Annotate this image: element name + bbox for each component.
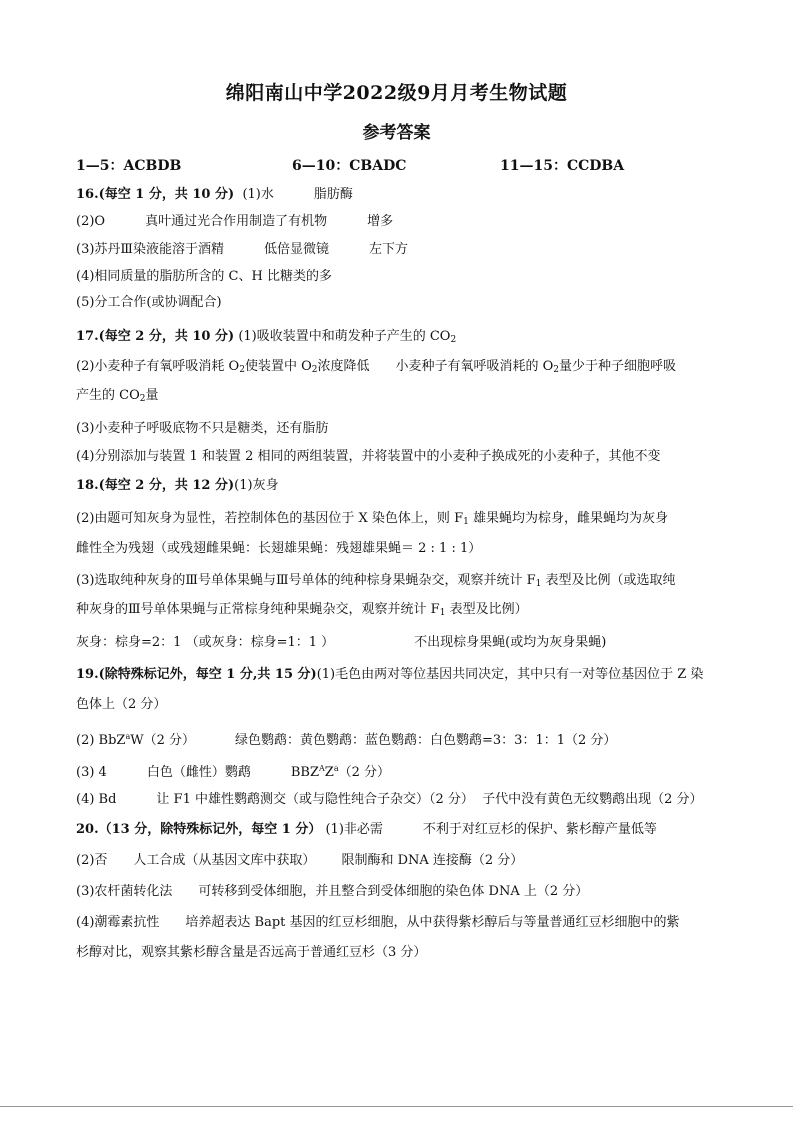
mc-answers-1: 1—5：ACBDB [76, 158, 182, 174]
mc-answers-2: 6—10：CBADC [292, 158, 407, 174]
q20-line-4: (4)潮霉素抗性 培养超表达 Bapt 基因的红豆杉细胞，从中获得紫杉醇后与等量普通红豆杉细胞中的紫 [76, 915, 680, 930]
mc-answers-3: 11—15：CCDBA [500, 158, 625, 174]
q17-line-5: (4)分别添加与装置 1 和装置 2 相同的两组装置，并将装置中的小麦种子换成死的小麦种子，其他不变 [76, 449, 661, 464]
q20-line-5: 杉醇对比，观察其紫杉醇含量是否远高于普通红豆杉（3 分） [76, 945, 427, 960]
q16-line-1: 16.(每空 1 分，共 10 分) (1)水 脂肪酶 [76, 187, 353, 202]
page-subtitle: 参考答案 [362, 123, 431, 143]
q19-line-4: (3) 4 白色（雌性）鹦鹉 $BBZ^AZ^a(2$ 分） [76, 764, 390, 780]
q18-line-4: (3)选取纯种灰身的Ⅲ号单体果蝇与Ⅲ号单体的纯种棕身果蝇杂交，观察并统计 $F_1$ 表型及比例（或选取纯 [76, 573, 676, 589]
q20-line-2: (2)否 人工合成（从基因文库中获取） 限制酶和 DNA 连接酶（2 分） [76, 853, 524, 868]
q17-line-4: (3)小麦种子呼吸底物不只是糖类，还有脂肪 [76, 421, 329, 436]
q17-line-3: 产生的 $CO_2$量 [76, 388, 159, 404]
q16-line-2: (2)O 真叶通过光合作用制造了有机物 增多 [76, 214, 394, 229]
footer-divider [0, 1106, 793, 1107]
q19-line-5: (4) Bd 让 F1 中雄性鹦鹉测交（或与隐性纯合子杂交）（2 分） 子代中没有黄色无纹鹦鹉出现（2 分） [76, 792, 703, 807]
q16-line-4: (4)相同质量的脂肪所含的 C、H 比糖类的多 [76, 269, 332, 284]
q18-line-2: (2)由题可知灰身为显性，若控制体色的基因位于 X 染色体上，则 $F_1$ 雄果蝇均为棕身，雌果蝇均为灰身 [76, 511, 668, 527]
q16-line-3: (3)苏丹Ⅲ染液能溶于酒精 低倍显微镜 左下方 [76, 242, 408, 257]
q17-line-1: 17.(每空 2 分，共 10 分) (1)吸收装置中和萌发种子产生的 $CO_2$ [76, 329, 457, 345]
q18-line-1: 18.(每空 2 分，共 12 分)(1)灰身 [76, 478, 279, 493]
q19-line-1: 19.(除特殊标记外，每空 1 分,共 15 分)(1)毛色由两对等位基因共同决定，其中只有一对等位基因位于 Z 染 [76, 667, 704, 682]
q18-line-3: 雌性全为残翅（或残翅雌果蝇：长翅雄果蝇：残翅雄果蝇＝ 2 : 1 : 1） [76, 541, 482, 556]
q20-line-1: 20.（13 分，除特殊标记外，每空 1 分） (1)非必需 不利于对红豆杉的保护、紫杉醇产量低等 [76, 822, 657, 837]
q16-line-5: (5)分工合作(或协调配合) [76, 295, 222, 310]
q17-line-2: (2)小麦种子有氧呼吸消耗 $O_2$使装置中 $O_2$浓度降低 小麦种子有氧呼吸消耗的 $O_2$量少于种子细胞呼吸 [76, 359, 677, 375]
q18-line-6: 灰身：棕身=2：1 （或灰身：棕身=1：1 ） 不出现棕身果蝇(或均为灰身果蝇) [76, 635, 607, 650]
page-title: 绵阳南山中学2022级9月月考生物试题 [225, 82, 568, 104]
q18-line-5: 种灰身的Ⅲ号单体果蝇与正常棕身纯种果蝇杂交，观察并统计 $F_1$ 表型及比例） [76, 602, 528, 618]
q19-line-2: 色体上（2 分） [76, 697, 167, 712]
q20-line-3: (3)农杆菌转化法 可转移到受体细胞，并且整合到受体细胞的染色体 DNA 上（2 分） [76, 884, 589, 899]
q19-line-3: (2) BbZ$^a$W（2 分） 绿色鹦鹉：黄色鹦鹉：蓝色鹦鹉：白色鹦鹉=3：3：1：1（2 分） [76, 732, 617, 748]
